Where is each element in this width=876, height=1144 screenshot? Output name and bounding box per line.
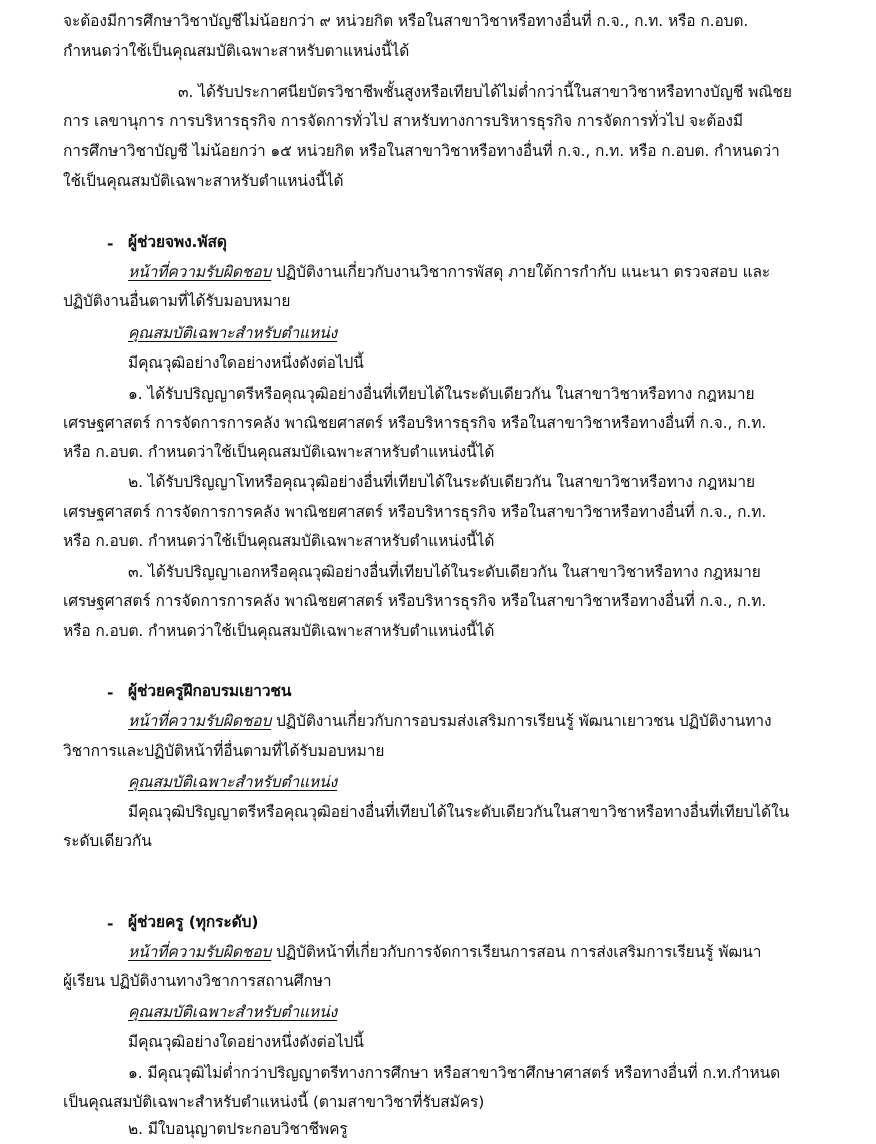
section2-qual-line-2: ระดับเดียวกัน bbox=[63, 832, 152, 850]
section1-item1-line-1: ๑. ได้รับปริญญาตรีหรือคุณวุฒิอย่างอื่นที่เทียบได้ในระดับเดียวกัน ในสาขาวิชาหรือทาง กฎหมาย bbox=[128, 385, 755, 403]
section3-duty-label: หน้าที่ความรับผิดชอบ bbox=[128, 943, 272, 961]
prev-line-1: จะต้องมีการศึกษาวิชาบัญชีไม่น้อยกว่า ๙ หน่วยกิต หรือในสาขาวิชาหรือทางอื่นที่ ก.จ., ก.ท. หรือ ก.อบต. bbox=[63, 12, 749, 30]
section3-duty-text: ปฏิบัติหน้าที่เกี่ยวกับการจัดการเรียนการสอน การส่งเสริมการเรียนรู้ พัฒนา bbox=[271, 943, 762, 961]
section1-duty-line-1 bbox=[128, 261, 770, 283]
section1-item3-line-1: ๓. ได้รับปริญญาเอกหรือคุณวุฒิอย่างอื่นที่เทียบได้ในระดับเดียวกัน ในสาขาวิชาหรือทาง กฎหมาย bbox=[128, 563, 761, 581]
section2-duty-line-2: วิชาการและปฏิบัติหน้าที่อื่นตามที่ได้รับมอบหมาย bbox=[63, 742, 385, 760]
prev-line-2: กำหนดว่าใช้เป็นคุณสมบัติเฉพาะสาหรับตาแหน่งนี้ได้ bbox=[63, 42, 410, 60]
prev-item3-line-1: ๓. ได้รับประกาศนียบัตรวิชาชีพชั้นสูงหรือเทียบได้ไม่ต่ำกว่านี้ในสาขาวิชาหรือทางบัญชี พณิชย bbox=[178, 83, 792, 101]
section3-qual-intro: มีคุณวุฒิอย่างใดอย่างหนึ่งดังต่อไปนี้ bbox=[128, 1033, 364, 1051]
section3-bullet: - bbox=[107, 915, 114, 933]
section1-duty-line-2: ปฏิบัติงานอื่นตามที่ได้รับมอบหมาย bbox=[63, 292, 291, 310]
section3-item1-line-2: เป็นคุณสมบัติเฉพาะสำหรับตำแหน่งนี้ (ตามสาขาวิชาที่รับสมัคร) bbox=[63, 1093, 485, 1111]
section3-title: ผู้ช่วยครู (ทุกระดับ) bbox=[128, 913, 259, 931]
section2-duty-text: ปฏิบัติงานเกี่ยวกับการอบรมส่งเสริมการเรียนรู้ พัฒนาเยาวชน ปฏิบัติงานทาง bbox=[271, 712, 772, 730]
section1-item2-line-3: หรือ ก.อบต. กำหนดว่าใช้เป็นคุณสมบัติเฉพาะสาหรับตำแหน่งนี้ได้ bbox=[63, 532, 495, 550]
section2-title: ผู้ช่วยครูฝึกอบรมเยาวชน bbox=[128, 682, 292, 700]
section3-duty-line-2: ผู้เรียน ปฏิบัติงานทางวิชาการสถานศึกษา bbox=[63, 972, 332, 990]
section3-item2: ๒. มีใบอนุญาตประกอบวิชาชีพครู bbox=[128, 1120, 348, 1138]
section2-qual-line-1: มีคุณวุฒิปริญญาตรีหรือคุณวุฒิอย่างอื่นที่เทียบได้ในระดับเดียวกันในสาขาวิชาหรือทางอื่นที่เทียบได้ใน bbox=[128, 803, 790, 821]
section1-bullet: - bbox=[107, 235, 114, 253]
section1-item1-line-2: เศรษฐศาสตร์ การจัดการการคลัง พาณิชยศาสตร์ หรือบริหารธุรกิจ หรือในสาขาวิชาหรือทางอื่นที่ ก.จ., ก.ท. bbox=[63, 414, 767, 432]
section1-title: ผู้ช่วยจพง.พัสดุ bbox=[128, 233, 227, 251]
section1-qual-intro: มีคุณวุฒิอย่างใดอย่างหนึ่งดังต่อไปนี้ bbox=[128, 354, 364, 372]
section1-qual-label: คุณสมบัติเฉพาะสำหรับตำแหน่ง bbox=[128, 324, 338, 342]
prev-item3-line-2: การ เลขานุการ การบริหารธุรกิจ การจัดการทั่วไป สาหรับทางการบริหารธุรกิจ การจัดการทั่วไป จะต้องมี bbox=[63, 112, 743, 130]
section1-duty-label: หน้าที่ความรับผิดชอบ bbox=[128, 263, 272, 281]
section2-bullet: - bbox=[107, 684, 114, 702]
section3-duty-line-1 bbox=[128, 941, 761, 963]
section2-duty-line-1 bbox=[128, 710, 771, 732]
prev-item3-line-4: ใช้เป็นคุณสมบัติเฉพาะสาหรับตำแหน่งนี้ได้ bbox=[63, 172, 344, 190]
prev-item3-line-3: การศึกษาวิชาบัญชี ไม่น้อยกว่า ๑๕ หน่วยกิต หรือในสาขาวิชาหรือทางอื่นที่ ก.จ., ก.ท. หรือ ก.อบต. กำหนดว่า bbox=[63, 142, 780, 160]
section1-item3-line-2: เศรษฐศาสตร์ การจัดการการคลัง พาณิชยศาสตร์ หรือบริหารธุรกิจ หรือในสาขาวิชาหรือทางอื่นที่ ก.จ., ก.ท. bbox=[63, 592, 767, 610]
section1-item3-line-3: หรือ ก.อบต. กำหนดว่าใช้เป็นคุณสมบัติเฉพาะสาหรับตำแหน่งนี้ได้ bbox=[63, 622, 495, 640]
section1-item2-line-1: ๒. ได้รับปริญญาโทหรือคุณวุฒิอย่างอื่นที่เทียบได้ในระดับเดียวกัน ในสาขาวิชาหรือทาง กฎหมาย bbox=[128, 473, 756, 491]
section1-item2-line-2: เศรษฐศาสตร์ การจัดการการคลัง พาณิชยศาสตร์ หรือบริหารธุรกิจ หรือในสาขาวิชาหรือทางอื่นที่ ก.จ., ก.ท. bbox=[63, 503, 767, 521]
section2-qual-label: คุณสมบัติเฉพาะสำหรับตำแหน่ง bbox=[128, 773, 338, 791]
section1-duty-text: ปฏิบัติงานเกี่ยวกับงานวิชาการพัสดุ ภายใต้การกำกับ แนะนา ตรวจสอบ และ bbox=[271, 263, 771, 281]
section1-item1-line-3: หรือ ก.อบต. กำหนดว่าใช้เป็นคุณสมบัติเฉพาะสาหรับตำแหน่งนี้ได้ bbox=[63, 443, 495, 461]
section2-duty-label: หน้าที่ความรับผิดชอบ bbox=[128, 712, 272, 730]
section3-item1-line-1: ๑. มีคุณวุฒิไม่ต่ำกว่าปริญญาตรีทางการศึกษา หรือสาขาวิชาศึกษาศาสตร์ หรือทางอื่นที่ ก.ท.กำหนด bbox=[128, 1064, 781, 1082]
section3-qual-label: คุณสมบัติเฉพาะสำหรับตำแหน่ง bbox=[128, 1003, 338, 1021]
